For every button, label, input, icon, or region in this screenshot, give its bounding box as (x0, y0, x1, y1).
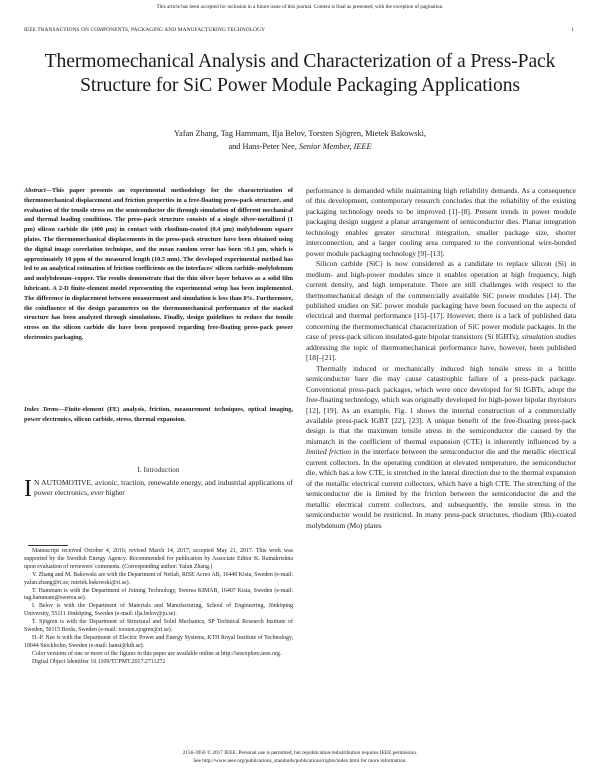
author-role: Senior Member, IEEE (298, 141, 372, 151)
intro-text: N AUTOMOTIVE, avionic, traction, renewable energy, and industrial applications of power electronics, ever higher (34, 478, 293, 497)
author-line-1: Yafan Zhang, Tag Hammam, Ilja Belov, Torsten Sjögren, Mietek Bakowski, (173, 129, 426, 138)
footnote-affiliation: H.-P. Nee is with the Department of Electric Power and Energy Systems, KTH Royal Institute of Technology, 10044 Stockholm, Sweden (e-mail: hansi@kth.se). (24, 634, 293, 649)
abstract-lead: Abstract (24, 187, 46, 194)
author-line-2-names: and Hans-Peter Nee, (228, 141, 297, 151)
copyright-notice (0, 750, 600, 765)
drop-cap: I (24, 476, 32, 502)
paper-title: Thermomechanical Analysis and Characterization of a Press-Pack Structure for SiC Power Module Packaging Applications (44, 51, 556, 96)
body-text: Silicon carbide (SiC) is now considered as a candidate to replace silicon (Si) in medium- and high-power modules since it enables operation at high frequency, high current density, and high temperature. There are still challenges with respect to the thermomechanical design of the commercially available SiC power modules [14]. The published studies on SiC power module packaging have been focused on the aspects of electrical and thermal performance [15]–[17]. However, there is a lack of published data concerning the thermomechanical characterization of SiC power module packages. In the case of press-pack silicon insulated-gate bipolar transistors (Si IGBTs), (306, 259, 576, 342)
copyright-line-2: See http://www.ieee.org/publications_standards/publications/rights/index.html for more information. (193, 757, 407, 764)
abstract (24, 186, 293, 343)
right-column-body (306, 186, 576, 531)
footnote-color-versions: Color versions of one or more of the figures in this paper are available online at http://ieeexplore.ieee.org. (32, 650, 282, 657)
footnotes (24, 548, 293, 667)
body-paragraph (306, 259, 576, 364)
journal-header: IEEE TRANSACTIONS ON COMPONENTS, PACKAGING AND MANUFACTURING TECHNOLOGY (24, 27, 266, 33)
footnote-rule (28, 545, 68, 546)
section-heading: I. Introduction (137, 467, 180, 474)
acceptance-notice: This article has been accepted for inclusion in a future issue of this journal. Content is final as presented, with the exception of pagination. (156, 4, 444, 10)
body-text: Thermally induced or mechanically induced high tensile stress in a brittle semiconductor bare die may cause catastrophic failure of a press-pack package. Conventional press-pack packages, which were once developed for Si IGBTs, adopt the free-floating technology, which was originally developed for high-power bipolar thyristors [12], [19]. As an example, Fig. 1 shows the internal construction of a commercially available press-pack IGBT [22], [23]. A unique benefit of the free-floating press-pack design is that the maximum tensile stress in the semiconductor die caused by the mismatch in the coefficient of thermal expansion (CTE) is inherently influenced by a (306, 363, 576, 446)
footnote-affiliation: T. Hammam is with the Department of Joining Technology, Swerea KIMAB, 16407 Kista, Sweden (e-mail: tag.hammam@swerea.se). (24, 587, 293, 602)
footnote-affiliation: I. Belov is with the Department of Materials and Manufacturing, School of Engineering, Jönköping University, 55111 Jönköping, Sweden (e-mail: ilja.belov@ju.se). (24, 603, 293, 618)
body-text: in the interface between the semiconductor die and the metallic electrical current collectors. In the operating condition at elevated temperature, the semiconductor die, which has a low CTE, is stretched in the lateral direction due to the thermal expansion of the metallic electrical current collectors, which have a high CTE. The stretching of the semiconductor die is limited by the friction between the semiconductor die and the metallic electrical current collectors, and subsequently, the tensile stress in the semiconductor would be restricted. In many press-pack structures, rhodium (Rh)-coated molybdenum (Mo) plates (306, 447, 576, 530)
page-number: 1 (571, 27, 574, 33)
footnote-manuscript: Manuscript received October 4, 2016; revised March 14, 2017; accepted May 21, 2017. This work was supported by the Swedish Energy Agency. Recommended for publication by Associate Editor K. Ramakrishna upon evaluation of reviewers' comments. (Corresponding author: Yafan Zhang.) (24, 548, 293, 570)
footnote-affiliation: Y. Zhang and M. Bakowski are with the Department of Netlab, RISE Acreo AB, 16440 Kista, Sweden (e-mail: yafan.zhang@ri.se; mietek.bakowski@ri.se). (24, 571, 293, 586)
index-terms-text: —Finite-element (FE) analysis, friction, measurement techniques, optical imaging, power electronics, silicon carbide, stress, thermal expansion. (24, 406, 293, 423)
footnote-affiliation: T. Sjögren is with the Department of Structural and Solid Mechanics, SP Technical Research Institute of Sweden, 50115 Borås, Sweden (e-mail: torsten.sjogren@ri.se). (24, 619, 293, 634)
body-paragraph (306, 364, 576, 531)
footnote-doi: Digital Object Identifier 10.1109/TCPMT.2017.2711272 (32, 658, 166, 665)
body-emphasis: simulation (521, 332, 554, 342)
body-text: studies addressing the topic of thermomechanical performance have, however, been published [18]–[21]. (306, 332, 576, 363)
intro-paragraph (24, 476, 293, 502)
body-paragraph: performance is demanded while maintaining high reliability demands. As a consequence of this development, contemporary research concludes that the reliability of the existing packaging technology needs to be improved [1]–[8]. Present trends in power module packaging design suggest a planar arrangement of semiconductor dies. Planar integration technology enables greater structural integration, smaller package size, shorter interconnection, and a larger cooling area compared to the conventional wire-bonded power module packaging technology [9]–[13]. (306, 186, 576, 258)
index-terms (24, 405, 293, 425)
author-line-2 (60, 141, 540, 154)
index-terms-lead: Index Terms (24, 406, 59, 413)
body-emphasis: limited friction (306, 447, 351, 457)
copyright-line-1: 2156-3950 © 2017 IEEE. Personal use is permitted, but republication/redistribution requires IEEE permission. (182, 750, 418, 756)
abstract-text: —This paper presents an experimental methodology for the characterization of thermomechanical displacement and friction properties in a free-floating press-pack structure, and evaluation of the tensile stress on the semiconductor die through simulation of different mechanical and thermal loading conditions. The press-pack structure consists of a single silver-metallized (1 μm) silicon carbide die (400 μm) in contact with rhodium-coated (0.4 μm) molybdenum square plates. The thermomechanical displacements in the press-pack structure have been obtained using the digital image correlation technique, and the mean random error has been ±0.1 μm, which is approximately 10 ppm of the measured length (10.5 mm). The developed experimental method has led to an analytical estimation of friction coefficients on the interfaces' silicon carbide–molybdenum and molybdenum–copper. The results demonstrate that the thin silver layer behaves as a solid film lubricant. A 2-D finite-element model representing the experimental setup has been implemented. The difference in displacement between measurement and simulation is less than 8%. Furthermore, the coinfluence of the design parameters on the thermomechanical performance of the stacked structure has been analyzed through simulations. Finally, design guidelines to reduce the tensile stress on the silicon carbide die have been proposed regarding free-floating press-pack power electronics packaging. (24, 187, 293, 341)
author-list (60, 128, 540, 153)
